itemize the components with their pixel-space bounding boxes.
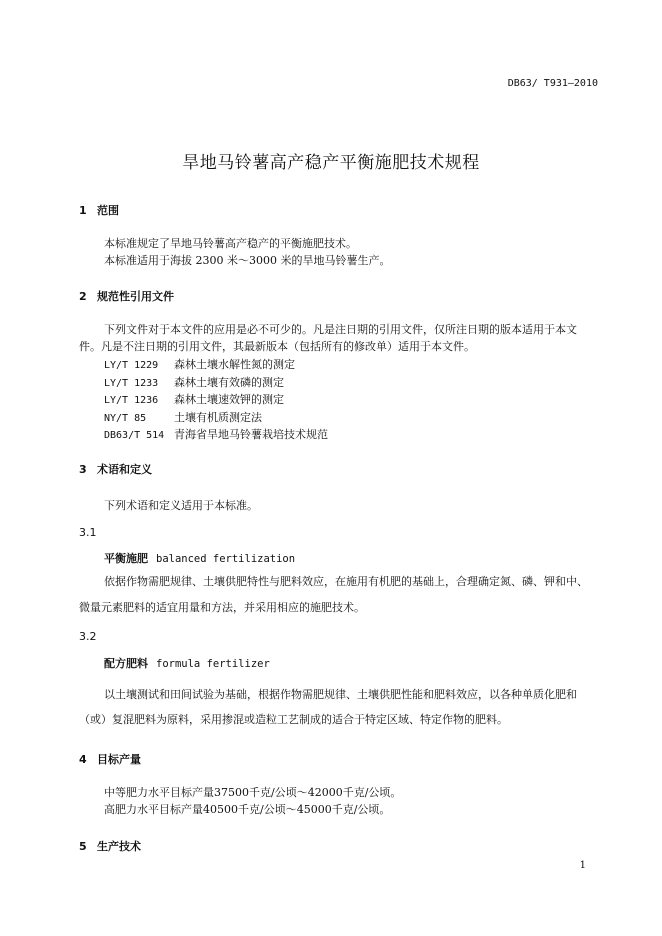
reference-code: LY/T 1229 (104, 360, 159, 371)
section-2-heading (79, 288, 174, 304)
section-1-paragraph-1: 本标准规定了旱地马铃薯高产稳产的平衡施肥技术。 (104, 237, 357, 250)
term-english: balanced fertilization (156, 553, 296, 565)
section-3-heading (79, 461, 152, 477)
term-english: formula fertilizer (156, 658, 270, 670)
reference-title: 青海省旱地马铃薯栽培技术规范 (174, 428, 328, 441)
reference-item (104, 356, 295, 372)
section-number: 5 (79, 840, 87, 853)
reference-item (104, 409, 262, 425)
term-chinese: 平衡施肥 (104, 552, 148, 565)
page-number: 1 (579, 860, 586, 871)
document-title: 旱地马铃薯高产稳产平衡施肥技术规程 (182, 153, 480, 173)
term-number: 3.2 (79, 630, 97, 643)
section-1-heading (79, 202, 119, 218)
section-title: 范围 (97, 204, 119, 217)
term-chinese: 配方肥料 (104, 657, 148, 670)
section-number: 4 (79, 753, 87, 766)
section-title: 生产技术 (97, 840, 141, 853)
term-number: 3.1 (79, 526, 97, 539)
section-2-intro-line-2: 件。凡是不注日期的引用文件，其最新版本（包括所有的修改单）适用于本文件。 (79, 340, 475, 353)
reference-item (104, 391, 284, 407)
section-number: 3 (79, 463, 87, 476)
reference-code: NY/T 85 (104, 413, 147, 424)
section-number: 1 (79, 204, 87, 217)
section-3-intro: 下列术语和定义适用于本标准。 (104, 499, 258, 512)
reference-title: 森林土壤有效磷的测定 (174, 376, 284, 389)
section-title: 术语和定义 (97, 463, 152, 476)
term-heading (104, 550, 295, 566)
section-5-heading (79, 838, 141, 854)
reference-title: 森林土壤水解性氮的测定 (174, 358, 295, 371)
section-4-paragraph-1: 中等肥力水平目标产量37500千克/公顷～42000千克/公顷。 (104, 786, 402, 799)
term-definition-line-2: （或）复混肥料为原料，采用掺混或造粒工艺制成的适合于特定区域、特定作物的肥料。 (79, 713, 508, 726)
term-definition-line-1: 以土壤测试和田间试验为基础，根据作物需肥规律、土壤供肥性能和肥料效应，以各种单质化肥和 (104, 688, 577, 701)
section-number: 2 (79, 290, 87, 303)
section-4-paragraph-2: 高肥力水平目标产量40500千克/公顷～45000千克/公顷。 (104, 803, 391, 816)
section-1-paragraph-2: 本标准适用于海拔 2300 米～3000 米的旱地马铃薯生产。 (104, 254, 391, 267)
reference-title: 森林土壤速效钾的测定 (174, 393, 284, 406)
term-heading (104, 655, 270, 671)
reference-item (104, 426, 328, 442)
reference-code: DB63/T 514 (104, 430, 165, 441)
reference-code: LY/T 1233 (104, 378, 159, 389)
document-code-header: DB63/ T931—2010 (507, 78, 598, 89)
section-2-intro-line-1: 下列文件对于本文件的应用是必不可少的。凡是注日期的引用文件，仅所注日期的版本适用于本文 (104, 323, 577, 336)
term-definition-line-1: 依据作物需肥规律、土壤供肥特性与肥料效应，在施用有机肥的基础上，合理确定氮、磷、钾和中、 (104, 575, 588, 588)
reference-title: 土壤有机质测定法 (174, 411, 262, 424)
section-title: 规范性引用文件 (97, 290, 174, 303)
reference-code: LY/T 1236 (104, 395, 159, 406)
section-4-heading (79, 751, 141, 767)
term-definition-line-2: 微量元素肥料的适宜用量和方法，并采用相应的施肥技术。 (79, 601, 365, 614)
reference-item (104, 374, 284, 390)
section-title: 目标产量 (97, 753, 141, 766)
